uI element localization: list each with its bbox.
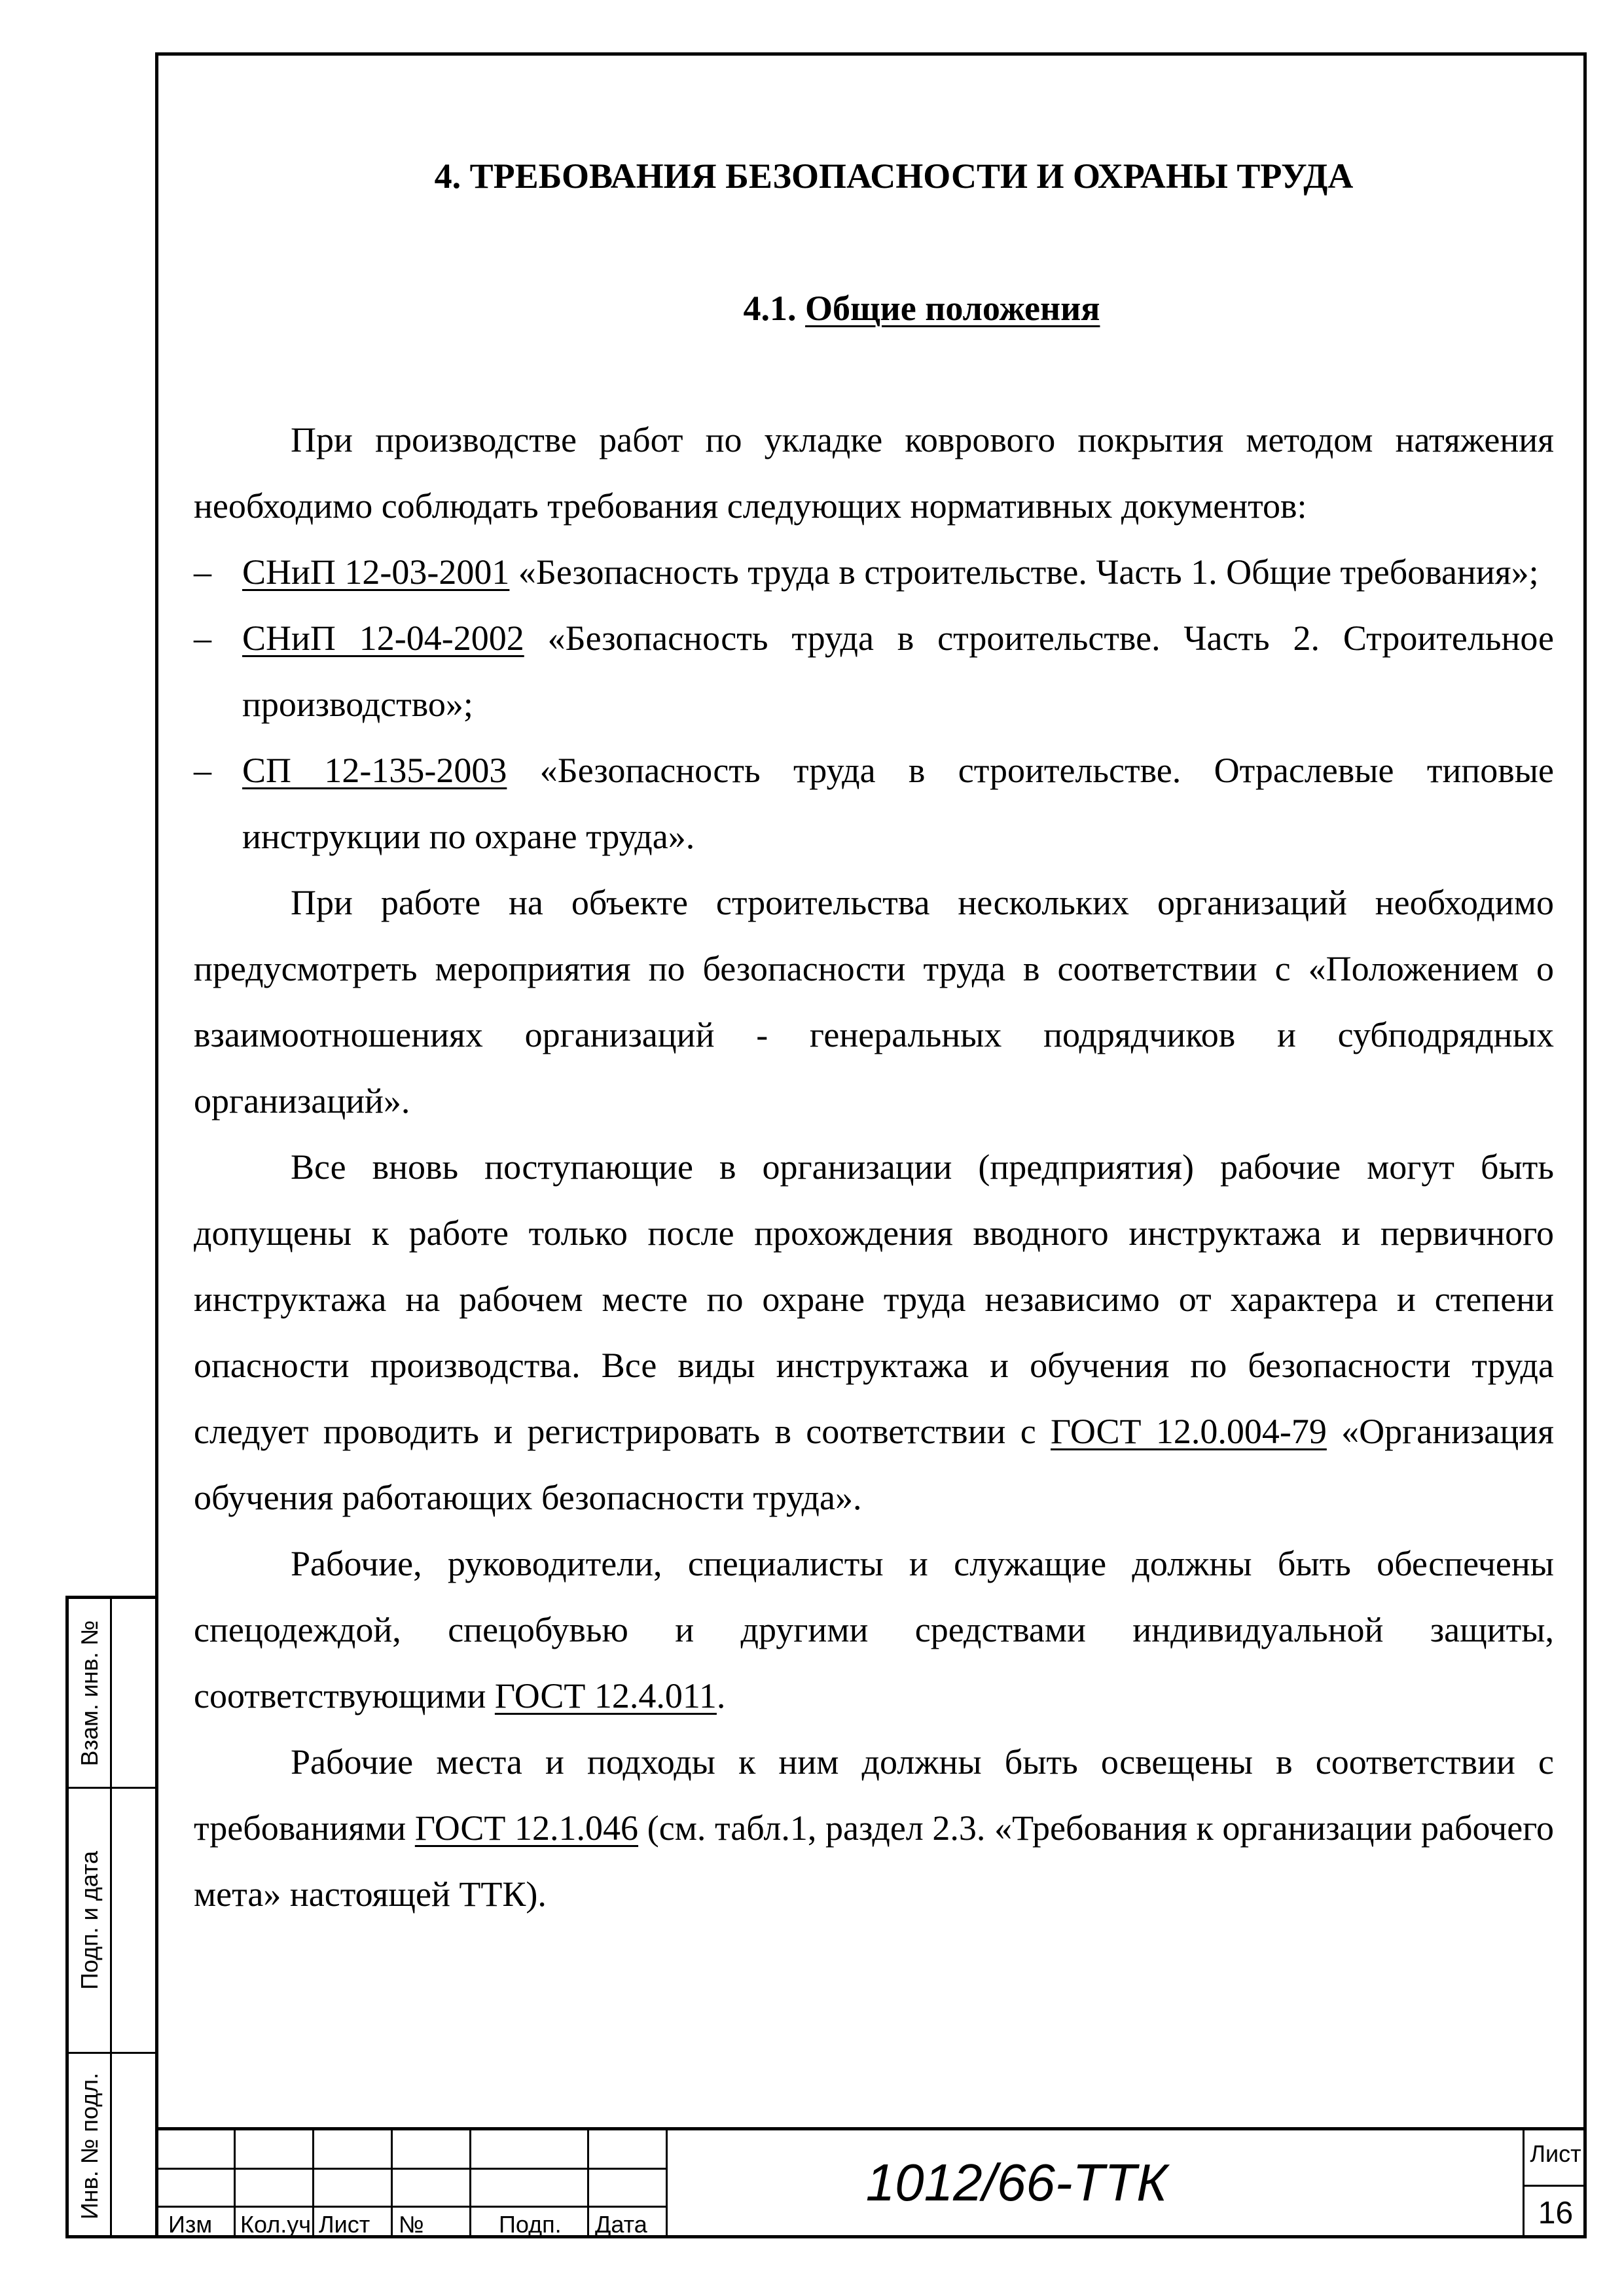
paragraph-tail: «Организация обучения работающих безопасности труда».: [194, 1412, 1555, 1517]
norm-reference: СНиП 12-04-2002: [242, 619, 524, 658]
col-qty-label: Кол.уч: [240, 2211, 311, 2238]
side-stamp: [65, 1596, 155, 2238]
list-item-text: «Безопасность труда в строительстве. Часть 2. Строительное производство»;: [242, 619, 1554, 724]
side-cell-inv: [69, 2054, 155, 2238]
lighting-paragraph: [194, 1729, 1554, 1928]
side-label-inv: Инв. № подл.: [75, 2072, 103, 2220]
paragraph-text: Все вновь поступающие в организации (предприятия) рабочие могут быть допущены к работе только после прохождения вводного инструктажа и первичного инструктажа на рабочем месте по охране труда независимо от характера и степени опасности производства. Все виды инструктажа и обучения по безопасности труда следует проводить и регистрировать в соответствии с: [194, 1147, 1554, 1451]
list-dash: –: [194, 619, 211, 658]
intro-paragraph: При производстве работ по укладке коврового покрытия методом натяжения необходимо соблюдать требования следующих нормативных документов:: [194, 420, 1554, 526]
subsection-name: Общие положения: [805, 289, 1100, 328]
list-item: [194, 605, 1554, 738]
paragraph-tail: (см. табл.1, раздел 2.3. «Требования к организации рабочего мета» настоящей ТТК).: [194, 1808, 1554, 1914]
sheet-box: [1523, 2127, 1587, 2238]
section-title: 4. ТРЕБОВАНИЯ БЕЗОПАСНОСТИ И ОХРАНЫ ТРУДА: [434, 156, 1354, 196]
subsection-number: 4.1.: [743, 289, 797, 328]
list-dash: –: [194, 751, 211, 790]
col-change-label: Изм: [168, 2211, 213, 2238]
sheet-label: Лист: [1530, 2140, 1581, 2167]
subsection-title: [155, 288, 1587, 329]
norm-reference: СП 12-135-2003: [242, 751, 507, 790]
norm-reference: ГОСТ 12.4.011: [494, 1676, 717, 1715]
list-item: [194, 539, 1554, 605]
paragraph-text: Рабочие места и подходы к ним должны быть освещены в соответствии с требованиями: [194, 1742, 1554, 1848]
paragraph-tail: .: [716, 1676, 726, 1715]
ppe-paragraph: [194, 1531, 1554, 1729]
paragraph-text: Рабочие, руководители, специалисты и служащие должны быть обеспечены спецодеждой, спецобувью и другими средствами индивидуальной защиты, соответствующими: [194, 1544, 1554, 1715]
organizations-paragraph: При работе на объекте строительства нескольких организаций необходимо предусмотреть мероприятия по безопасности труда в соответствии с «Положением о взаимоотношениях организаций - генеральных подрядчиков и субподрядных организаций».: [194, 883, 1554, 1121]
sheet-number: 16: [1525, 2185, 1587, 2238]
side-cell-replace: [69, 1599, 155, 1789]
training-paragraph: [194, 1134, 1554, 1531]
list-item-text: «Безопасность труда в строительстве. Часть 1. Общие требования»;: [509, 552, 1539, 592]
col-sign-label: Подп.: [499, 2211, 562, 2238]
list-item: [194, 738, 1554, 870]
col-doc-label: №: [399, 2211, 424, 2238]
document-code: 1012/66-ТТК: [865, 2153, 1168, 2212]
norm-reference: ГОСТ 12.0.004-79: [1051, 1412, 1327, 1451]
list-dash: –: [194, 552, 211, 592]
norm-reference: СНиП 12-03-2001: [242, 552, 510, 592]
norm-reference: ГОСТ 12.1.046: [414, 1808, 639, 1848]
list-item-text: «Безопасность труда в строительстве. Отраслевые типовые инструкции по охране труда».: [242, 751, 1554, 856]
side-label-replace: Взам. инв. №: [75, 1619, 103, 1767]
col-date-label: Дата: [595, 2211, 647, 2238]
side-cell-sign: [69, 1789, 155, 2054]
side-label-sign: Подп. и дата: [75, 1850, 103, 1990]
col-sheet-label: Лист: [319, 2211, 370, 2238]
body-text: [194, 407, 1554, 1928]
